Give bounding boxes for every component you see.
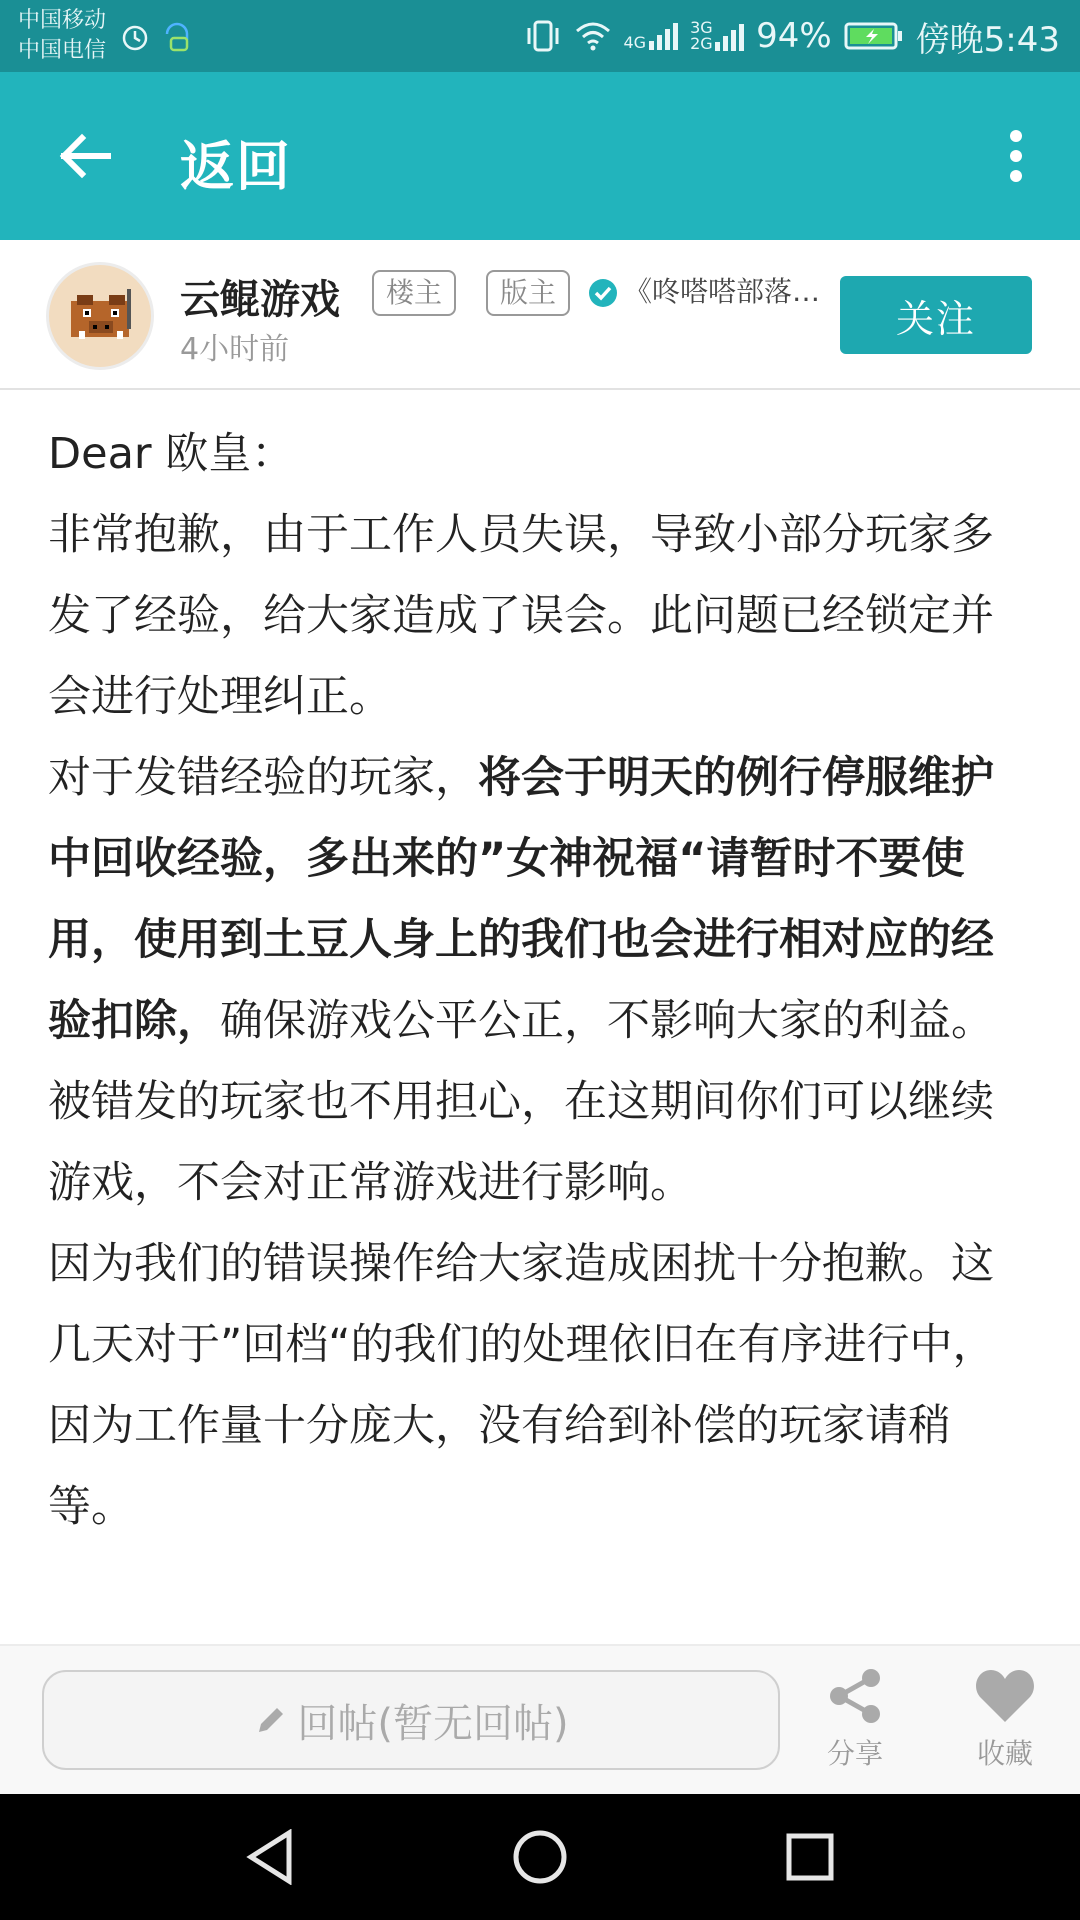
system-nav-bar: [0, 1794, 1080, 1920]
reply-input[interactable]: [42, 1670, 780, 1770]
arrow-left-icon: [56, 132, 112, 180]
status-bar: [0, 0, 1080, 72]
wifi-icon: [575, 21, 611, 51]
signal-3g2g: [690, 20, 744, 52]
post-paragraph-2-bold: 将会于明天的例行停服维护中回收经验，多出来的”女神祝福“请暂时不要使用，使用到土豆人身上的我们也会进行相对应的经验扣除，: [48, 753, 994, 1046]
reply-placeholder: 回帖(暂无回帖): [297, 1700, 569, 1747]
more-vertical-icon: [1008, 128, 1024, 184]
author-name[interactable]: 云鲲游戏: [180, 277, 340, 323]
battery-percent: 94%: [756, 16, 832, 56]
nav-home-button[interactable]: [505, 1822, 575, 1892]
back-button[interactable]: [44, 116, 124, 196]
share-icon: [825, 1666, 885, 1726]
share-button[interactable]: [800, 1666, 910, 1786]
status-left-icons: [120, 20, 192, 54]
owner-badge: 楼主: [372, 270, 456, 316]
carrier-1: 中国移动: [18, 8, 107, 33]
avatar[interactable]: [46, 262, 154, 370]
status-time: 傍晚5:43: [915, 19, 1060, 60]
carrier-info: [18, 6, 106, 66]
net-3g2g-label: 3G 2G: [690, 18, 713, 53]
nav-back-button[interactable]: [235, 1822, 305, 1892]
app-bar: [0, 72, 1080, 240]
verified-check-icon: [588, 278, 618, 308]
carrier-2: 中国电信: [18, 38, 107, 63]
follow-button[interactable]: 关注: [840, 276, 1032, 354]
signal-bars-icon: [648, 21, 678, 51]
favorite-button[interactable]: [950, 1666, 1060, 1786]
reply-bar: [0, 1644, 1080, 1794]
triangle-back-icon: [243, 1829, 297, 1885]
heart-icon: [973, 1666, 1037, 1726]
post-paragraph-1: 非常抱歉，由于工作人员失误，导致小部分玩家多发了经验，给大家造成了误会。此问题已经锁定并会进行处理纠正。: [48, 510, 994, 722]
more-options-button[interactable]: [988, 116, 1044, 196]
post-paragraph-2-pre: 对于发错经验的玩家，: [48, 753, 478, 803]
alarm-clock-icon: [120, 22, 150, 52]
post-content: [48, 414, 1008, 1548]
page-title[interactable]: 返回: [180, 135, 292, 198]
square-recent-icon: [785, 1832, 835, 1882]
notification-app-icon: [162, 20, 192, 54]
net-4g-label: 4G: [623, 33, 647, 52]
post-paragraph-2-post: 确保游戏公平公正，不影响大家的利益。被错发的玩家也不用担心，在这期间你们可以继续游戏，不会对正常游戏进行影响。: [48, 996, 994, 1208]
author-header: [0, 240, 1080, 390]
pencil-icon: [253, 1702, 289, 1738]
signal-bars-2-icon: [714, 22, 744, 52]
post-greeting: Dear 欧皇：: [48, 429, 295, 479]
vibrate-icon: [523, 18, 563, 54]
favorite-label: 收藏: [976, 1737, 1033, 1770]
circle-home-icon: [512, 1829, 568, 1885]
moderator-badge: 版主: [486, 270, 570, 316]
pixel-boar-avatar-icon: [49, 265, 151, 367]
signal-4g: [623, 21, 678, 51]
nav-recent-button[interactable]: [775, 1822, 845, 1892]
share-label: 分享: [826, 1737, 883, 1770]
forum-name[interactable]: 《咚嗒嗒部落…: [624, 275, 821, 308]
post-time: 4小时前: [180, 332, 290, 367]
post-paragraph-3: 因为我们的错误操作给大家造成困扰十分抱歉。这几天对于”回档“的我们的处理依旧在有序进行中，因为工作量十分庞大，没有给到补偿的玩家请稍等。: [48, 1239, 996, 1532]
status-right: [523, 0, 1060, 72]
battery-charging-icon: [844, 21, 904, 51]
post-paragraph-2: [48, 738, 1008, 1224]
